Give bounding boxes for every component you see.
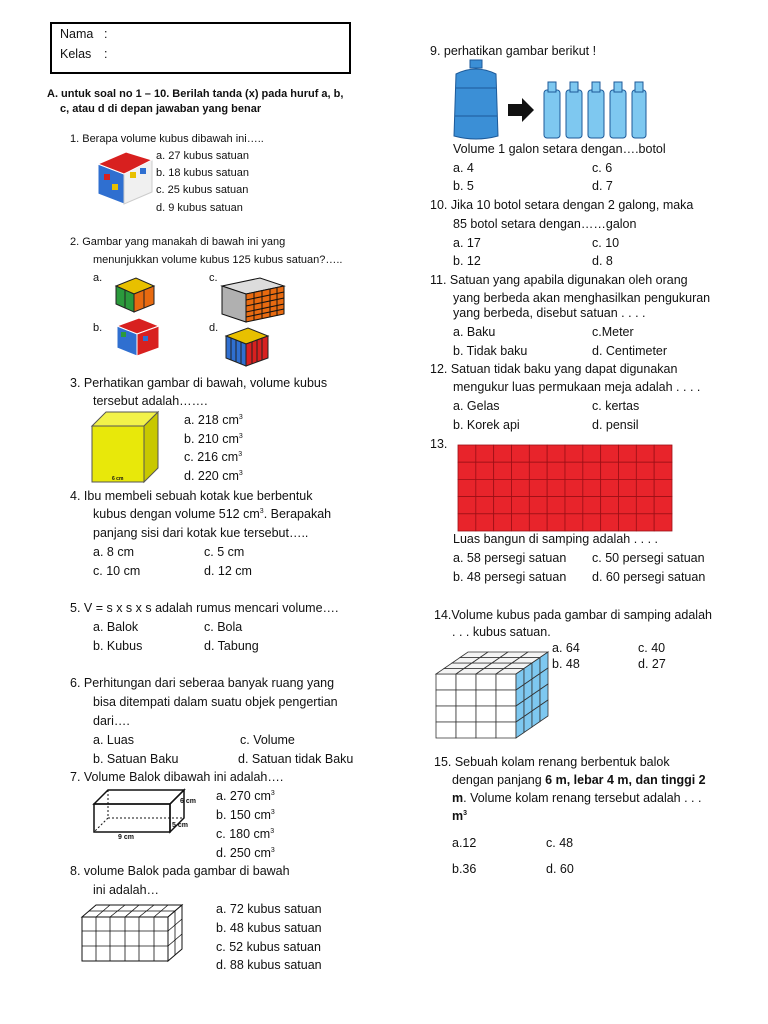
grid-cell: [458, 497, 476, 514]
unit-cube-cuboid-image: [80, 903, 184, 963]
q13-number: 13.: [430, 437, 448, 451]
grid-cell: [636, 462, 654, 479]
q2-label-a[interactable]: a.: [93, 272, 103, 284]
grid-cell: [565, 497, 583, 514]
q7-dim-length: 9 cm: [118, 834, 134, 841]
q14-option-a[interactable]: a. 64: [552, 641, 580, 655]
front-cell: [496, 706, 516, 722]
q6-line1: 6. Perhitungan dari seberaa banyak ruang yang: [70, 676, 335, 690]
q10-option-b[interactable]: b. 12: [453, 254, 481, 268]
q1-text: 1. Berapa volume kubus dibawah ini…..: [70, 133, 264, 145]
q12-option-a[interactable]: a. Gelas: [453, 399, 500, 413]
q8-option-d[interactable]: d. 88 kubus satuan: [216, 958, 322, 972]
front-cell: [496, 674, 516, 690]
q12-line1: 12. Satuan tidak baku yang dapat digunakan: [430, 362, 678, 376]
grid-cell: [654, 497, 672, 514]
q13-option-b[interactable]: b. 48 persegi satuan: [453, 570, 567, 584]
q3-option-b[interactable]: b. 210 $cm^3$: [184, 432, 243, 446]
q5-text: 5. V = s x s x s adalah rumus mencari volume….: [70, 601, 339, 615]
grid-cell: [654, 445, 672, 462]
grid-cell: [636, 514, 654, 531]
q11-line3: yang berbeda, disebut satuan . . . .: [453, 306, 646, 320]
q12-option-d[interactable]: d. pensil: [592, 418, 639, 432]
front-cell: [476, 674, 496, 690]
grid-cell: [619, 462, 637, 479]
q5-option-d[interactable]: d. Tabung: [204, 639, 259, 653]
front-cell: [476, 722, 496, 738]
grid-cell: [512, 462, 530, 479]
front-cell: [456, 722, 476, 738]
grid-cell: [636, 445, 654, 462]
q4-option-a[interactable]: a. 8 cm: [93, 545, 134, 559]
q10-option-c[interactable]: c. 10: [592, 236, 620, 250]
q3-dim-label: 6 cm: [112, 476, 124, 482]
q5-option-b[interactable]: b. Kubus: [93, 639, 143, 653]
student-id-box: [50, 22, 351, 74]
grid-cell: [636, 497, 654, 514]
q5-option-c[interactable]: c. Bola: [204, 620, 243, 634]
grid-cell: [494, 462, 512, 479]
grid-cell: [601, 479, 619, 496]
grid-cell: [458, 445, 476, 462]
section-a-line1: A. untuk soal no 1 – 10. Berilah tanda (x) pada huruf a, b,: [47, 88, 344, 100]
front-cell: [456, 706, 476, 722]
q2-label-c[interactable]: c.: [209, 272, 218, 284]
grid-cell: [619, 497, 637, 514]
cube-5x5-image: [220, 276, 286, 324]
grid-cell: [565, 479, 583, 496]
grid-cell: [529, 479, 547, 496]
grid-cell: [476, 479, 494, 496]
q15-option-a[interactable]: a.12: [452, 836, 477, 850]
q7-option-a[interactable]: a. 270 $cm^3$: [216, 789, 275, 803]
q14-option-d[interactable]: d. 27: [638, 657, 666, 671]
q13-option-d[interactable]: d. 60 persegi satuan: [592, 570, 706, 584]
front-cell: [456, 674, 476, 690]
q11-option-c[interactable]: c.Meter: [592, 325, 634, 339]
q6-option-b[interactable]: b. Satuan Baku: [93, 752, 179, 766]
grid-cell: [547, 514, 565, 531]
q2-line1: 2. Gambar yang manakah di bawah ini yang: [70, 236, 286, 248]
grid-cell: [619, 514, 637, 531]
q14-option-b[interactable]: b. 48: [552, 657, 580, 671]
grid-cell: [565, 462, 583, 479]
q1-option-c[interactable]: c. 25 kubus satuan: [156, 184, 249, 196]
q12-option-b[interactable]: b. Korek api: [453, 418, 520, 432]
q9-option-c[interactable]: c. 6: [592, 161, 613, 175]
grid-cell: [494, 497, 512, 514]
q8-line1: 8. volume Balok pada gambar di bawah: [70, 864, 290, 878]
q7-option-b[interactable]: b. 150 $cm^3$: [216, 808, 275, 822]
q7-dim-height: 6 cm: [180, 798, 196, 805]
q12-line2: mengukur luas permukaan meja adalah . . . .: [453, 380, 701, 394]
q15-line2: dengan panjang 6 m, lebar 4 m, dan tinggi 2: [452, 773, 706, 787]
nama-label: Nama: [60, 27, 94, 41]
grid-cell: [458, 462, 476, 479]
q8-option-b[interactable]: b. 48 kubus satuan: [216, 921, 322, 935]
yellow-cube-image: [90, 410, 162, 482]
grid-cell: [529, 462, 547, 479]
grid-cell: [476, 497, 494, 514]
grid-cell: [601, 445, 619, 462]
grid-cell: [654, 479, 672, 496]
grid-cell: [494, 514, 512, 531]
grid-cell: [583, 514, 601, 531]
front-cell: [456, 690, 476, 706]
q15-line4: $m^3$: [452, 809, 468, 823]
q11-line1: 11. Satuan yang apabila digunakan oleh orang: [430, 273, 688, 287]
grid-cell: [529, 445, 547, 462]
cube-2x2-image: [114, 276, 156, 314]
rubik-cube-image: [96, 150, 154, 205]
red-square-grid-image: [458, 445, 672, 531]
front-cell: [436, 690, 456, 706]
q7-option-c[interactable]: c. 180 $cm^3$: [216, 827, 275, 841]
q4-option-d[interactable]: d. 12 cm: [204, 564, 252, 578]
grid-cell: [583, 445, 601, 462]
q2-label-b[interactable]: b.: [93, 322, 103, 334]
q6-line2: bisa ditempati dalam suatu objek pengertian: [93, 695, 338, 709]
q9-option-d[interactable]: d. 7: [592, 179, 613, 193]
grid-cell: [547, 462, 565, 479]
q10-option-d[interactable]: d. 8: [592, 254, 613, 268]
q6-option-c[interactable]: c. Volume: [240, 733, 295, 747]
q1-option-a[interactable]: a. 27 kubus satuan: [156, 150, 249, 162]
q8-option-c[interactable]: c. 52 kubus satuan: [216, 940, 321, 954]
q9-line2: Volume 1 galon setara dengan….botol: [453, 142, 666, 156]
q4-line2: kubus dengan volume 512 $cm^3$. Berapakah: [93, 507, 332, 521]
q6-line3: dari….: [93, 714, 130, 728]
q11-option-a[interactable]: a. Baku: [453, 325, 496, 339]
grid-cell: [583, 479, 601, 496]
grid-cell: [547, 497, 565, 514]
grid-cell: [476, 514, 494, 531]
q5-option-a[interactable]: a. Balok: [93, 620, 139, 634]
q15-line3: m. Volume kolam renang tersebut adalah . . .: [452, 791, 702, 805]
grid-cell: [458, 479, 476, 496]
front-cell: [476, 690, 496, 706]
grid-cell: [583, 497, 601, 514]
nama-colon: :: [104, 27, 108, 41]
unit-cube-grid-image: [434, 650, 550, 740]
grid-cell: [601, 497, 619, 514]
q7-dim-width: 5 cm: [172, 822, 188, 829]
q3-option-c[interactable]: c. 216 $cm^3$: [184, 450, 243, 464]
q8-line2: ini adalah…: [93, 883, 160, 897]
grid-cell: [654, 514, 672, 531]
q6-option-d[interactable]: d. Satuan tidak Baku: [238, 752, 354, 766]
grid-cell: [601, 514, 619, 531]
q4-line3: panjang sisi dari kotak kue tersebut…..: [93, 526, 309, 540]
q4-line1: 4. Ibu membeli sebuah kotak kue berbentuk: [70, 489, 313, 503]
q10-option-a[interactable]: a. 17: [453, 236, 481, 250]
grid-cell: [529, 497, 547, 514]
grid-cell: [565, 514, 583, 531]
q6-option-a[interactable]: a. Luas: [93, 733, 135, 747]
q14-line1: 14.Volume kubus pada gambar di samping adalah: [434, 608, 712, 622]
q3-line2: tersebut adalah…….: [93, 394, 208, 408]
kelas-colon: :: [104, 47, 108, 61]
q4-option-c[interactable]: c. 5 cm: [204, 545, 245, 559]
grid-cell: [494, 479, 512, 496]
grid-cell: [565, 445, 583, 462]
grid-cell: [476, 462, 494, 479]
front-cell: [496, 690, 516, 706]
q1-option-d[interactable]: d. 9 kubus satuan: [156, 202, 243, 214]
q3-line1: 3. Perhatikan gambar di bawah, volume kubus: [70, 376, 328, 390]
grid-cell: [512, 445, 530, 462]
grid-cell: [529, 514, 547, 531]
grid-cell: [619, 479, 637, 496]
grid-cell: [547, 445, 565, 462]
grid-cell: [494, 445, 512, 462]
q15-option-d[interactable]: d. 60: [546, 862, 574, 876]
q10-line2: 85 botol setara dengan……galon: [453, 217, 637, 231]
front-cell: [436, 722, 456, 738]
q11-option-b[interactable]: b. Tidak baku: [453, 344, 528, 358]
grid-cell: [547, 479, 565, 496]
q14-line2: . . . kubus satuan.: [452, 625, 551, 639]
q13-text: Luas bangun di samping adalah . . . .: [453, 532, 659, 546]
gallon-bottles-image: [450, 60, 646, 142]
q12-option-c[interactable]: c. kertas: [592, 399, 640, 413]
grid-cell: [636, 479, 654, 496]
q7-option-d[interactable]: d. 250 $cm^3$: [216, 846, 275, 860]
grid-cell: [601, 462, 619, 479]
front-cell: [436, 674, 456, 690]
front-cell: [436, 706, 456, 722]
q9-text: 9. perhatikan gambar berikut !: [430, 44, 597, 58]
grid-cell: [654, 462, 672, 479]
cube-3x3-image: [115, 316, 161, 358]
q15-option-c[interactable]: c. 48: [546, 836, 574, 850]
q13-option-c[interactable]: c. 50 persegi satuan: [592, 551, 705, 565]
grid-cell: [458, 514, 476, 531]
kelas-label: Kelas: [60, 47, 92, 61]
q8-option-a[interactable]: a. 72 kubus satuan: [216, 902, 322, 916]
grid-cell: [512, 514, 530, 531]
grid-cell: [512, 479, 530, 496]
q3-option-d[interactable]: d. 220 $cm^3$: [184, 469, 243, 483]
q2-label-d[interactable]: d.: [209, 322, 219, 334]
front-cell: [476, 706, 496, 722]
q4-option-b[interactable]: c. 10 cm: [93, 564, 141, 578]
q10-line1: 10. Jika 10 botol setara dengan 2 galong, maka: [430, 198, 694, 212]
q9-option-b[interactable]: b. 5: [453, 179, 474, 193]
q14-option-c[interactable]: c. 40: [638, 641, 666, 655]
q15-line1: 15. Sebuah kolam renang berbentuk balok: [434, 755, 670, 769]
q2-line2: menunjukkan volume kubus 125 kubus satuan?…..: [93, 254, 343, 266]
cuboid-outline-image: [92, 788, 202, 840]
q9-option-a[interactable]: a. 4: [453, 161, 474, 175]
q13-option-a[interactable]: a. 58 persegi satuan: [453, 551, 567, 565]
grid-cell: [619, 445, 637, 462]
q3-option-a[interactable]: a. 218 $cm^3$: [184, 413, 243, 427]
grid-cell: [583, 462, 601, 479]
q15-option-b[interactable]: b.36: [452, 862, 477, 876]
q7-text: 7. Volume Balok dibawah ini adalah….: [70, 770, 284, 784]
grid-cell: [476, 445, 494, 462]
front-cell: [496, 722, 516, 738]
q1-option-b[interactable]: b. 18 kubus satuan: [156, 167, 249, 179]
q11-option-d[interactable]: d. Centimeter: [592, 344, 668, 358]
section-a-line2: c, atau d di depan jawaban yang benar: [60, 103, 262, 115]
cube-4x4-image: [224, 326, 270, 368]
q11-line2: yang berbeda akan menghasilkan pengukuran: [453, 291, 711, 305]
grid-cell: [512, 497, 530, 514]
